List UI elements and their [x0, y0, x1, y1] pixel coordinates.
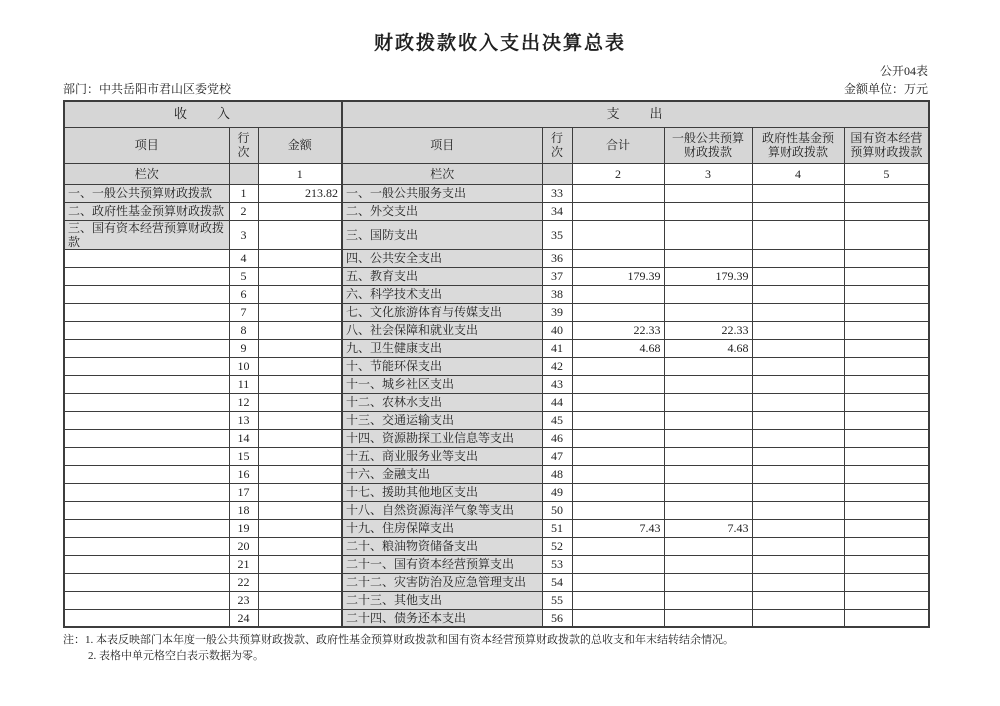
unit-label: 金额单位：万元 — [843, 82, 928, 96]
income-rowno-cell: 5 — [229, 267, 258, 285]
income-amount-cell — [258, 357, 342, 375]
expense-general-budget-cell — [664, 357, 752, 375]
expense-gov-fund-cell — [752, 303, 844, 321]
expense-gov-fund-cell — [752, 375, 844, 393]
expense-state-capital-cell — [844, 411, 929, 429]
income-amount-cell — [258, 591, 342, 609]
expense-general-budget-cell — [664, 184, 752, 202]
expense-general-budget-cell — [664, 249, 752, 267]
expense-state-capital-header: 国有资本经营预算财政拨款 — [844, 127, 929, 163]
expense-rowno-cell: 42 — [542, 357, 572, 375]
expense-total-cell — [572, 220, 664, 249]
table-row — [64, 519, 929, 537]
income-rowno-cell: 6 — [229, 285, 258, 303]
expense-general-budget-cell — [664, 429, 752, 447]
expense-state-capital-cell — [844, 267, 929, 285]
expense-item-cell: 十六、金融支出 — [342, 465, 542, 483]
expense-general-budget-cell — [664, 537, 752, 555]
expense-state-capital-cell — [844, 609, 929, 627]
income-item-cell — [64, 501, 229, 519]
income-section-header: 收入 — [64, 101, 342, 127]
expense-gov-fund-cell — [752, 202, 844, 220]
expense-total-cell — [572, 393, 664, 411]
expense-item-cell: 六、科学技术支出 — [342, 285, 542, 303]
expense-gov-fund-cell — [752, 501, 844, 519]
income-amount-cell — [258, 537, 342, 555]
expense-rowno-cell: 53 — [542, 555, 572, 573]
expense-general-budget-cell — [664, 303, 752, 321]
income-item-cell — [64, 339, 229, 357]
table-row — [64, 429, 929, 447]
table-row — [64, 321, 929, 339]
income-amount-cell — [258, 220, 342, 249]
table-row — [64, 303, 929, 321]
table-row — [64, 501, 929, 519]
expense-total-cell — [572, 555, 664, 573]
column-number-5: 5 — [844, 163, 929, 184]
expense-section-header: 支出 — [342, 101, 929, 127]
expense-general-budget-cell — [664, 483, 752, 501]
income-item-cell — [64, 447, 229, 465]
notes-block — [63, 632, 1000, 664]
expense-rowno-cell: 34 — [542, 202, 572, 220]
expense-state-capital-cell — [844, 573, 929, 591]
table-row — [64, 202, 929, 220]
expense-item-cell: 五、教育支出 — [342, 267, 542, 285]
income-item-cell: 二、政府性基金预算财政拨款 — [64, 202, 229, 220]
expense-total-cell — [572, 184, 664, 202]
meta-row — [63, 80, 928, 97]
column-number-3: 3 — [664, 163, 752, 184]
income-rowno-cell: 4 — [229, 249, 258, 267]
expense-gov-fund-cell — [752, 285, 844, 303]
blank-cell — [229, 163, 258, 184]
expense-rowno-cell: 51 — [542, 519, 572, 537]
expense-gov-fund-cell — [752, 465, 844, 483]
expense-state-capital-cell — [844, 184, 929, 202]
expense-general-budget-cell — [664, 375, 752, 393]
expense-state-capital-cell — [844, 220, 929, 249]
expense-rowno-cell: 50 — [542, 501, 572, 519]
blank-cell — [542, 163, 572, 184]
expense-state-capital-cell — [844, 375, 929, 393]
income-amount-header: 金额 — [258, 127, 342, 163]
income-lanci-label: 栏次 — [64, 163, 229, 184]
column-number-1: 1 — [258, 163, 342, 184]
expense-general-budget-header: 一般公共预算财政拨款 — [664, 127, 752, 163]
expense-state-capital-cell — [844, 501, 929, 519]
expense-total-cell — [572, 483, 664, 501]
expense-rowno-cell: 55 — [542, 591, 572, 609]
expense-rowno-cell: 56 — [542, 609, 572, 627]
income-rowno-cell: 21 — [229, 555, 258, 573]
table-row — [64, 537, 929, 555]
table-row — [64, 184, 929, 202]
expense-general-budget-cell: 7.43 — [664, 519, 752, 537]
expense-rowno-cell: 35 — [542, 220, 572, 249]
table-row — [64, 267, 929, 285]
income-rowno-cell: 22 — [229, 573, 258, 591]
income-amount-cell — [258, 393, 342, 411]
expense-total-cell — [572, 411, 664, 429]
expense-general-budget-cell: 22.33 — [664, 321, 752, 339]
expense-total-cell: 179.39 — [572, 267, 664, 285]
expense-item-cell: 八、社会保障和就业支出 — [342, 321, 542, 339]
expense-item-cell: 十七、援助其他地区支出 — [342, 483, 542, 501]
expense-general-budget-cell — [664, 411, 752, 429]
expense-gov-fund-header: 政府性基金预算财政拨款 — [752, 127, 844, 163]
income-item-cell — [64, 609, 229, 627]
income-item-cell — [64, 249, 229, 267]
expense-item-cell: 二十三、其他支出 — [342, 591, 542, 609]
expense-general-budget-cell — [664, 220, 752, 249]
expense-total-cell — [572, 501, 664, 519]
income-item-cell — [64, 375, 229, 393]
expense-state-capital-cell — [844, 465, 929, 483]
table-row — [64, 249, 929, 267]
income-item-cell — [64, 573, 229, 591]
department-label: 部门：中共岳阳市君山区委党校 — [63, 82, 232, 96]
expense-state-capital-cell — [844, 321, 929, 339]
note-line-1: 注：1. 本表反映部门本年度一般公共预算财政拨款、政府性基金预算财政拨款和国有资本经营预算财政拨款的总收支和年末结转结余情况。 — [63, 634, 734, 646]
table-row — [64, 411, 929, 429]
expense-general-budget-cell — [664, 591, 752, 609]
expense-item-cell: 二、外交支出 — [342, 202, 542, 220]
expense-state-capital-cell — [844, 339, 929, 357]
income-item-cell — [64, 303, 229, 321]
expense-item-cell: 十五、商业服务业等支出 — [342, 447, 542, 465]
income-item-cell — [64, 393, 229, 411]
column-number-4: 4 — [752, 163, 844, 184]
expense-state-capital-cell — [844, 249, 929, 267]
income-item-cell — [64, 429, 229, 447]
expense-state-capital-cell — [844, 519, 929, 537]
income-item-cell: 三、国有资本经营预算财政拨款 — [64, 220, 229, 249]
expense-total-cell — [572, 249, 664, 267]
expense-state-capital-cell — [844, 393, 929, 411]
income-amount-cell — [258, 555, 342, 573]
expense-total-cell: 22.33 — [572, 321, 664, 339]
expense-item-cell: 九、卫生健康支出 — [342, 339, 542, 357]
expense-rowno-cell: 37 — [542, 267, 572, 285]
expense-item-header: 项目 — [342, 127, 542, 163]
expense-rowno-cell: 41 — [542, 339, 572, 357]
income-amount-cell — [258, 285, 342, 303]
expense-gov-fund-cell — [752, 573, 844, 591]
table-row — [64, 447, 929, 465]
expense-gov-fund-cell — [752, 267, 844, 285]
table-body — [64, 184, 929, 627]
expense-rowno-cell: 44 — [542, 393, 572, 411]
income-amount-cell — [258, 447, 342, 465]
income-amount-cell — [258, 609, 342, 627]
table-row — [64, 375, 929, 393]
income-item-cell — [64, 555, 229, 573]
expense-gov-fund-cell — [752, 220, 844, 249]
expense-gov-fund-cell — [752, 411, 844, 429]
expense-total-cell — [572, 447, 664, 465]
expense-total-cell — [572, 285, 664, 303]
income-item-cell — [64, 519, 229, 537]
expense-state-capital-cell — [844, 537, 929, 555]
income-rowno-cell: 16 — [229, 465, 258, 483]
expense-rowno-cell: 52 — [542, 537, 572, 555]
page-title: 财政拨款收入支出决算总表 — [373, 33, 626, 54]
expense-gov-fund-cell — [752, 555, 844, 573]
income-rowno-header: 行次 — [229, 127, 258, 163]
table-row — [64, 285, 929, 303]
expense-rowno-cell: 40 — [542, 321, 572, 339]
expense-item-cell: 二十一、国有资本经营预算支出 — [342, 555, 542, 573]
expense-rowno-header: 行次 — [542, 127, 572, 163]
income-item-cell — [64, 267, 229, 285]
income-item-cell — [64, 483, 229, 501]
expense-total-cell — [572, 429, 664, 447]
income-amount-cell — [258, 483, 342, 501]
expense-rowno-cell: 39 — [542, 303, 572, 321]
expense-item-cell: 十三、交通运输支出 — [342, 411, 542, 429]
expense-rowno-cell: 43 — [542, 375, 572, 393]
expense-total-cell — [572, 573, 664, 591]
expense-total-cell — [572, 591, 664, 609]
expense-total-cell: 4.68 — [572, 339, 664, 357]
income-rowno-cell: 13 — [229, 411, 258, 429]
income-item-cell — [64, 357, 229, 375]
expense-gov-fund-cell — [752, 483, 844, 501]
table-row — [64, 220, 929, 249]
expense-state-capital-cell — [844, 555, 929, 573]
income-amount-cell — [258, 267, 342, 285]
table-code: 公开04表 — [879, 64, 928, 78]
expense-gov-fund-cell — [752, 393, 844, 411]
expense-total-cell — [572, 375, 664, 393]
note-line-2: 2. 表格中单元格空白表示数据为零。 — [88, 650, 264, 662]
expense-gov-fund-cell — [752, 447, 844, 465]
expense-general-budget-cell — [664, 285, 752, 303]
expense-item-cell: 十一、城乡社区支出 — [342, 375, 542, 393]
expense-gov-fund-cell — [752, 537, 844, 555]
expense-state-capital-cell — [844, 357, 929, 375]
expense-gov-fund-cell — [752, 339, 844, 357]
expense-state-capital-cell — [844, 285, 929, 303]
income-amount-cell — [258, 249, 342, 267]
column-number-2: 2 — [572, 163, 664, 184]
expense-item-cell: 一、一般公共服务支出 — [342, 184, 542, 202]
income-amount-cell — [258, 411, 342, 429]
expense-general-budget-cell: 4.68 — [664, 339, 752, 357]
income-amount-cell — [258, 501, 342, 519]
expense-item-cell: 三、国防支出 — [342, 220, 542, 249]
expense-item-cell: 十二、农林水支出 — [342, 393, 542, 411]
expense-total-cell: 7.43 — [572, 519, 664, 537]
income-amount-cell — [258, 375, 342, 393]
expense-rowno-cell: 49 — [542, 483, 572, 501]
expense-general-budget-cell: 179.39 — [664, 267, 752, 285]
income-rowno-cell: 24 — [229, 609, 258, 627]
table-row — [64, 357, 929, 375]
section-header-row — [64, 101, 929, 127]
expense-total-cell — [572, 609, 664, 627]
expense-general-budget-cell — [664, 202, 752, 220]
expense-rowno-cell: 48 — [542, 465, 572, 483]
income-rowno-cell: 15 — [229, 447, 258, 465]
expense-item-cell: 十四、资源勘探工业信息等支出 — [342, 429, 542, 447]
income-item-cell — [64, 591, 229, 609]
income-rowno-cell: 9 — [229, 339, 258, 357]
expense-general-budget-cell — [664, 447, 752, 465]
income-rowno-cell: 1 — [229, 184, 258, 202]
income-item-cell — [64, 465, 229, 483]
table-row — [64, 483, 929, 501]
fiscal-table — [63, 100, 930, 628]
expense-general-budget-cell — [664, 609, 752, 627]
expense-total-cell — [572, 202, 664, 220]
income-rowno-cell: 8 — [229, 321, 258, 339]
income-amount-cell: 213.82 — [258, 184, 342, 202]
income-amount-cell — [258, 202, 342, 220]
income-rowno-cell: 19 — [229, 519, 258, 537]
table-row — [64, 609, 929, 627]
expense-gov-fund-cell — [752, 429, 844, 447]
expense-gov-fund-cell — [752, 249, 844, 267]
expense-item-cell: 二十、粮油物资储备支出 — [342, 537, 542, 555]
expense-gov-fund-cell — [752, 321, 844, 339]
income-amount-cell — [258, 573, 342, 591]
expense-total-cell — [572, 537, 664, 555]
table-row — [64, 393, 929, 411]
expense-item-cell: 二十二、灾害防治及应急管理支出 — [342, 573, 542, 591]
expense-state-capital-cell — [844, 429, 929, 447]
income-item-cell — [64, 537, 229, 555]
expense-state-capital-cell — [844, 303, 929, 321]
income-rowno-cell: 12 — [229, 393, 258, 411]
expense-total-cell — [572, 465, 664, 483]
income-item-cell — [64, 321, 229, 339]
income-rowno-cell: 20 — [229, 537, 258, 555]
income-amount-cell — [258, 339, 342, 357]
income-amount-cell — [258, 519, 342, 537]
table-row — [64, 339, 929, 357]
column-index-row — [64, 163, 929, 184]
expense-general-budget-cell — [664, 393, 752, 411]
income-item-cell — [64, 285, 229, 303]
table-row — [64, 573, 929, 591]
column-header-row — [64, 127, 929, 163]
expense-lanci-label: 栏次 — [342, 163, 542, 184]
expense-rowno-cell: 33 — [542, 184, 572, 202]
expense-general-budget-cell — [664, 501, 752, 519]
expense-gov-fund-cell — [752, 184, 844, 202]
expense-rowno-cell: 54 — [542, 573, 572, 591]
expense-rowno-cell: 38 — [542, 285, 572, 303]
expense-total-cell — [572, 357, 664, 375]
income-rowno-cell: 14 — [229, 429, 258, 447]
expense-general-budget-cell — [664, 555, 752, 573]
income-rowno-cell: 17 — [229, 483, 258, 501]
income-rowno-cell: 2 — [229, 202, 258, 220]
expense-rowno-cell: 46 — [542, 429, 572, 447]
income-item-header: 项目 — [64, 127, 229, 163]
income-rowno-cell: 23 — [229, 591, 258, 609]
expense-item-cell: 十八、自然资源海洋气象等支出 — [342, 501, 542, 519]
expense-rowno-cell: 45 — [542, 411, 572, 429]
table-row — [64, 555, 929, 573]
expense-gov-fund-cell — [752, 591, 844, 609]
income-amount-cell — [258, 429, 342, 447]
expense-item-cell: 四、公共安全支出 — [342, 249, 542, 267]
expense-gov-fund-cell — [752, 609, 844, 627]
expense-item-cell: 七、文化旅游体育与传媒支出 — [342, 303, 542, 321]
income-item-cell — [64, 411, 229, 429]
income-amount-cell — [258, 321, 342, 339]
expense-state-capital-cell — [844, 591, 929, 609]
expense-general-budget-cell — [664, 573, 752, 591]
expense-general-budget-cell — [664, 465, 752, 483]
table-row — [64, 465, 929, 483]
expense-item-cell: 十、节能环保支出 — [342, 357, 542, 375]
expense-state-capital-cell — [844, 202, 929, 220]
income-rowno-cell: 3 — [229, 220, 258, 249]
income-rowno-cell: 11 — [229, 375, 258, 393]
expense-rowno-cell: 47 — [542, 447, 572, 465]
expense-state-capital-cell — [844, 483, 929, 501]
expense-rowno-cell: 36 — [542, 249, 572, 267]
expense-gov-fund-cell — [752, 357, 844, 375]
expense-total-cell — [572, 303, 664, 321]
expense-gov-fund-cell — [752, 519, 844, 537]
expense-total-header: 合计 — [572, 127, 664, 163]
income-rowno-cell: 10 — [229, 357, 258, 375]
table-row — [64, 591, 929, 609]
expense-item-cell: 十九、住房保障支出 — [342, 519, 542, 537]
income-rowno-cell: 7 — [229, 303, 258, 321]
expense-state-capital-cell — [844, 447, 929, 465]
income-rowno-cell: 18 — [229, 501, 258, 519]
expense-item-cell: 二十四、债务还本支出 — [342, 609, 542, 627]
income-amount-cell — [258, 303, 342, 321]
income-amount-cell — [258, 465, 342, 483]
income-item-cell: 一、一般公共预算财政拨款 — [64, 184, 229, 202]
